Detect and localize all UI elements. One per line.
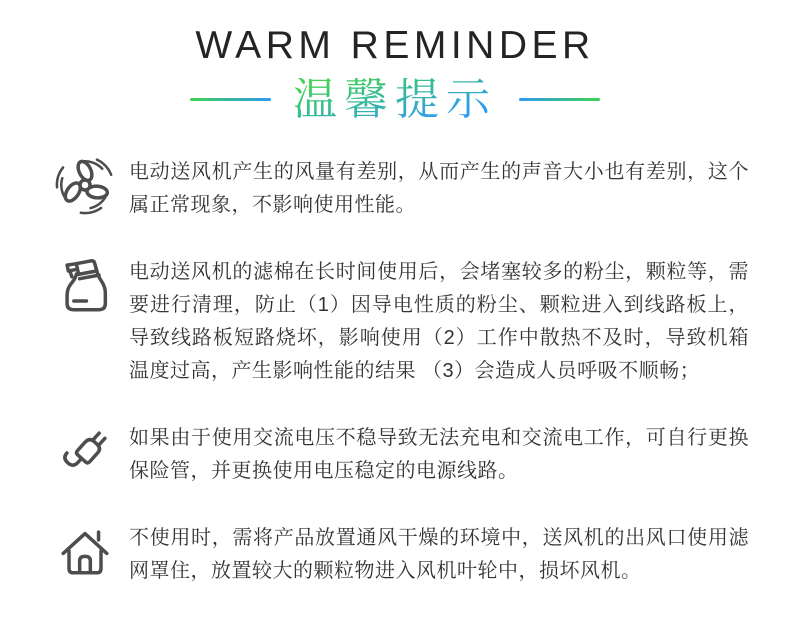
page-title-cn: 温馨提示	[293, 74, 497, 124]
page-title-en: WARM REMINDER	[195, 24, 595, 67]
gradient-divider-right	[519, 98, 600, 101]
fan-icon	[54, 154, 116, 216]
reminder-text: 电动送风机的滤棉在长时间使用后，会堵塞较多的粉尘，颗粒等，需要进行清理，防止（1）因导电性质的粉尘、颗粒进入到线路板上，导致线路板短路烧坏，影响使用（2）工作中散热不及时，导致机箱温度过高，产生影响性能的结果 （3）会造成人员呼吸不顺畅；	[129, 260, 749, 382]
reminder-text: 如果由于使用交流电压不稳导致无法充电和交流电工作，可自行更换保险管，并更换使用电压稳定的电源线路。	[129, 426, 749, 482]
list-item	[54, 254, 790, 388]
power-plug-icon	[54, 420, 116, 482]
header	[0, 0, 790, 122]
reminder-text: 不使用时，需将产品放置通风干燥的环境中，送风机的出风口使用滤网罩住，放置较大的颗粒物进入风机叶轮中，损坏风机。	[129, 526, 749, 582]
spray-bottle-icon	[54, 254, 116, 316]
list-item	[54, 154, 790, 222]
list-item	[54, 420, 790, 488]
reminder-list	[0, 122, 790, 588]
list-item	[54, 520, 790, 588]
reminder-text: 电动送风机产生的风量有差别，从而产生的声音大小也有差别，这个属正常现象，不影响使用性能。	[129, 160, 749, 216]
house-icon	[54, 520, 116, 582]
subtitle-row	[0, 74, 790, 124]
gradient-divider-left	[190, 98, 271, 101]
